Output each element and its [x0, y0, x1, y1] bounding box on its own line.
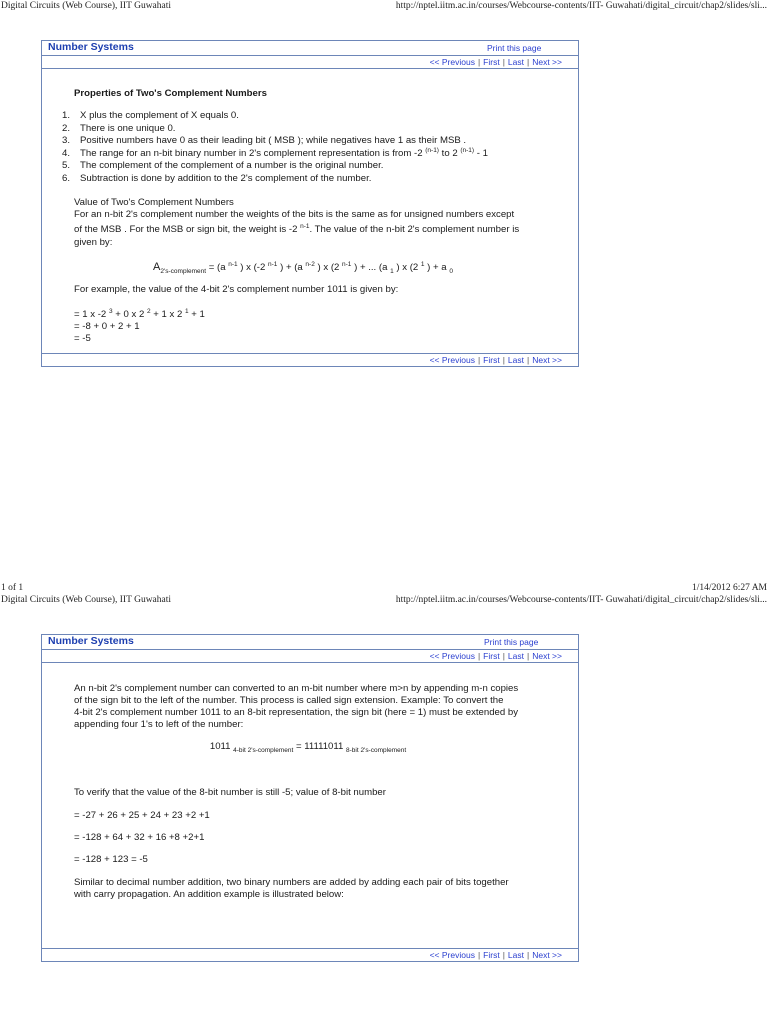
- header-url: http://nptel.iitm.ac.in/courses/Webcourse-contents/IIT- Guwahati/digital_circuit/chap2/slides/sli...: [395, 1, 767, 11]
- header-course-title: Digital Circuits (Web Course), IIT Guwahati: [1, 1, 172, 11]
- section-heading: Properties of Two's Complement Numbers: [74, 88, 267, 99]
- bottom-nav: << Previous | First | Last | Next >>: [42, 353, 578, 366]
- panel-titlebar: [42, 635, 578, 650]
- value-heading: Value of Two's Complement Numbers: [74, 197, 234, 208]
- nav-first-link[interactable]: First: [483, 355, 500, 365]
- calc-line-1: = 1 x -2 $^3$ + 0 x 2 $^2$ + 1 x 2 $^1$ + 1: [74, 307, 205, 320]
- header-url: http://nptel.iitm.ac.in/courses/Webcourse-contents/IIT- Guwahati/digital_circuit/chap2/slides/sli...: [395, 595, 767, 605]
- list-item: 2. There is one unique 0.: [61, 122, 176, 134]
- verify-text: To verify that the value of the 8-bit number is still -5; value of 8-bit number: [74, 787, 386, 798]
- sign-extension-paragraph-line4: appending four 1's to left of the number:: [74, 719, 244, 730]
- panel-title: Number Systems: [48, 41, 134, 53]
- panel-title: Number Systems: [48, 635, 134, 647]
- example-intro: For example, the value of the 4-bit 2's complement number 1011 is given by:: [74, 284, 399, 295]
- slide-panel-2: [41, 634, 579, 962]
- slide-panel-1: [41, 40, 579, 367]
- nav-first-link[interactable]: First: [483, 651, 500, 661]
- twos-complement-formula: $A_{2's-complement} = (a$ $^{n-1}$ ) x (-2 $^{n-1}$ ) + (a $^{n-2}$ ) x (2 $^{n-1}$ ) + ... (a $_1$ ) x (2 $^1$ ) + a $_0$: [153, 260, 453, 275]
- properties-list: [61, 110, 562, 185]
- nav-previous-link[interactable]: << Previous: [429, 57, 475, 67]
- value-paragraph-line2: of the MSB . For the MSB or sign bit, the weight is -2 $^{n-1}$. The value of the n-bit 2's complement number is: [74, 222, 520, 235]
- nav-previous-link[interactable]: << Previous: [429, 355, 475, 365]
- nav-first-link[interactable]: First: [483, 950, 500, 960]
- value-paragraph-line1: For an n-bit 2's complement number the weights of the bits is the same as for unsigned numbers except: [74, 209, 515, 220]
- list-item: 5. The complement of the complement of a number is the original number.: [61, 160, 384, 171]
- nav-last-link[interactable]: Last: [507, 355, 524, 365]
- header-course-title: Digital Circuits (Web Course), IIT Guwahati: [1, 595, 172, 605]
- page2-header: [0, 594, 768, 606]
- addition-paragraph-line1: Similar to decimal number addition, two binary numbers are added by adding each pair of bits together: [74, 877, 509, 888]
- list-item: 4. The range for an n-bit binary number in 2's complement representation is from -2 $^{(n-1)}$ to 2 $^{(n-1)}$ - 1: [61, 146, 488, 159]
- nav-last-link[interactable]: Last: [507, 950, 524, 960]
- list-item: 1. X plus the complement of X equals 0.: [61, 110, 239, 121]
- nav-last-link[interactable]: Last: [507, 57, 524, 67]
- bottom-nav: << Previous | First | Last | Next >>: [42, 948, 578, 961]
- page1-header: [0, 0, 768, 12]
- top-nav: << Previous | First | Last | Next >>: [42, 650, 578, 663]
- list-item: 3. Positive numbers have 0 as their leading bit ( MSB ); while negatives have 1 as their MSB .: [61, 135, 467, 146]
- print-page-link[interactable]: Print this page: [484, 637, 539, 647]
- list-item: 6. Subtraction is done by addition to the 2's complement of the number.: [61, 172, 372, 184]
- footer-timestamp: 1/14/2012 6:27 AM: [692, 583, 767, 593]
- sign-extension-formula: 1011 $_{4-bit 2's-complement}$ = 11111011 $_{8-bit 2's-complement}$: [209, 741, 407, 754]
- top-nav: << Previous | First | Last | Next >>: [42, 56, 578, 69]
- value-paragraph-line3: given by:: [74, 237, 113, 248]
- nav-next-link[interactable]: Next >>: [532, 355, 562, 365]
- nav-next-link[interactable]: Next >>: [532, 651, 562, 661]
- panel-titlebar: [42, 41, 578, 56]
- nav-last-link[interactable]: Last: [507, 651, 524, 661]
- nav-previous-link[interactable]: << Previous: [429, 651, 475, 661]
- calc-line-2: = -8 + 0 + 2 + 1: [74, 321, 140, 332]
- sign-extension-paragraph-line1: An n-bit 2's complement number can converted to an m-bit number where m>n by appending m-n copies: [74, 683, 519, 694]
- nav-next-link[interactable]: Next >>: [532, 57, 562, 67]
- calc-line-3: = -5: [74, 333, 91, 344]
- calc-line-2: = -128 + 64 + 32 + 16 +8 +2+1: [74, 832, 205, 843]
- nav-previous-link[interactable]: << Previous: [429, 950, 475, 960]
- nav-first-link[interactable]: First: [483, 57, 500, 67]
- calc-line-3: = -128 + 123 = -5: [74, 854, 148, 865]
- print-page-link[interactable]: Print this page: [487, 43, 542, 53]
- page1-footer: [0, 582, 768, 594]
- sign-extension-paragraph-line2: of the sign bit to the left of the number. This process is called sign extension. Example: To convert the: [74, 695, 504, 706]
- addition-paragraph-line2: with carry propagation. An addition example is illustrated below:: [74, 889, 344, 900]
- calc-line-1: = -27 + 26 + 25 + 24 + 23 +2 +1: [74, 810, 210, 821]
- sign-extension-paragraph-line3: 4-bit 2's complement number 1011 to an 8-bit representation, the sign bit (here = 1) must be extended by: [74, 707, 519, 718]
- nav-next-link[interactable]: Next >>: [532, 950, 562, 960]
- footer-page-count: 1 of 1: [1, 583, 24, 593]
